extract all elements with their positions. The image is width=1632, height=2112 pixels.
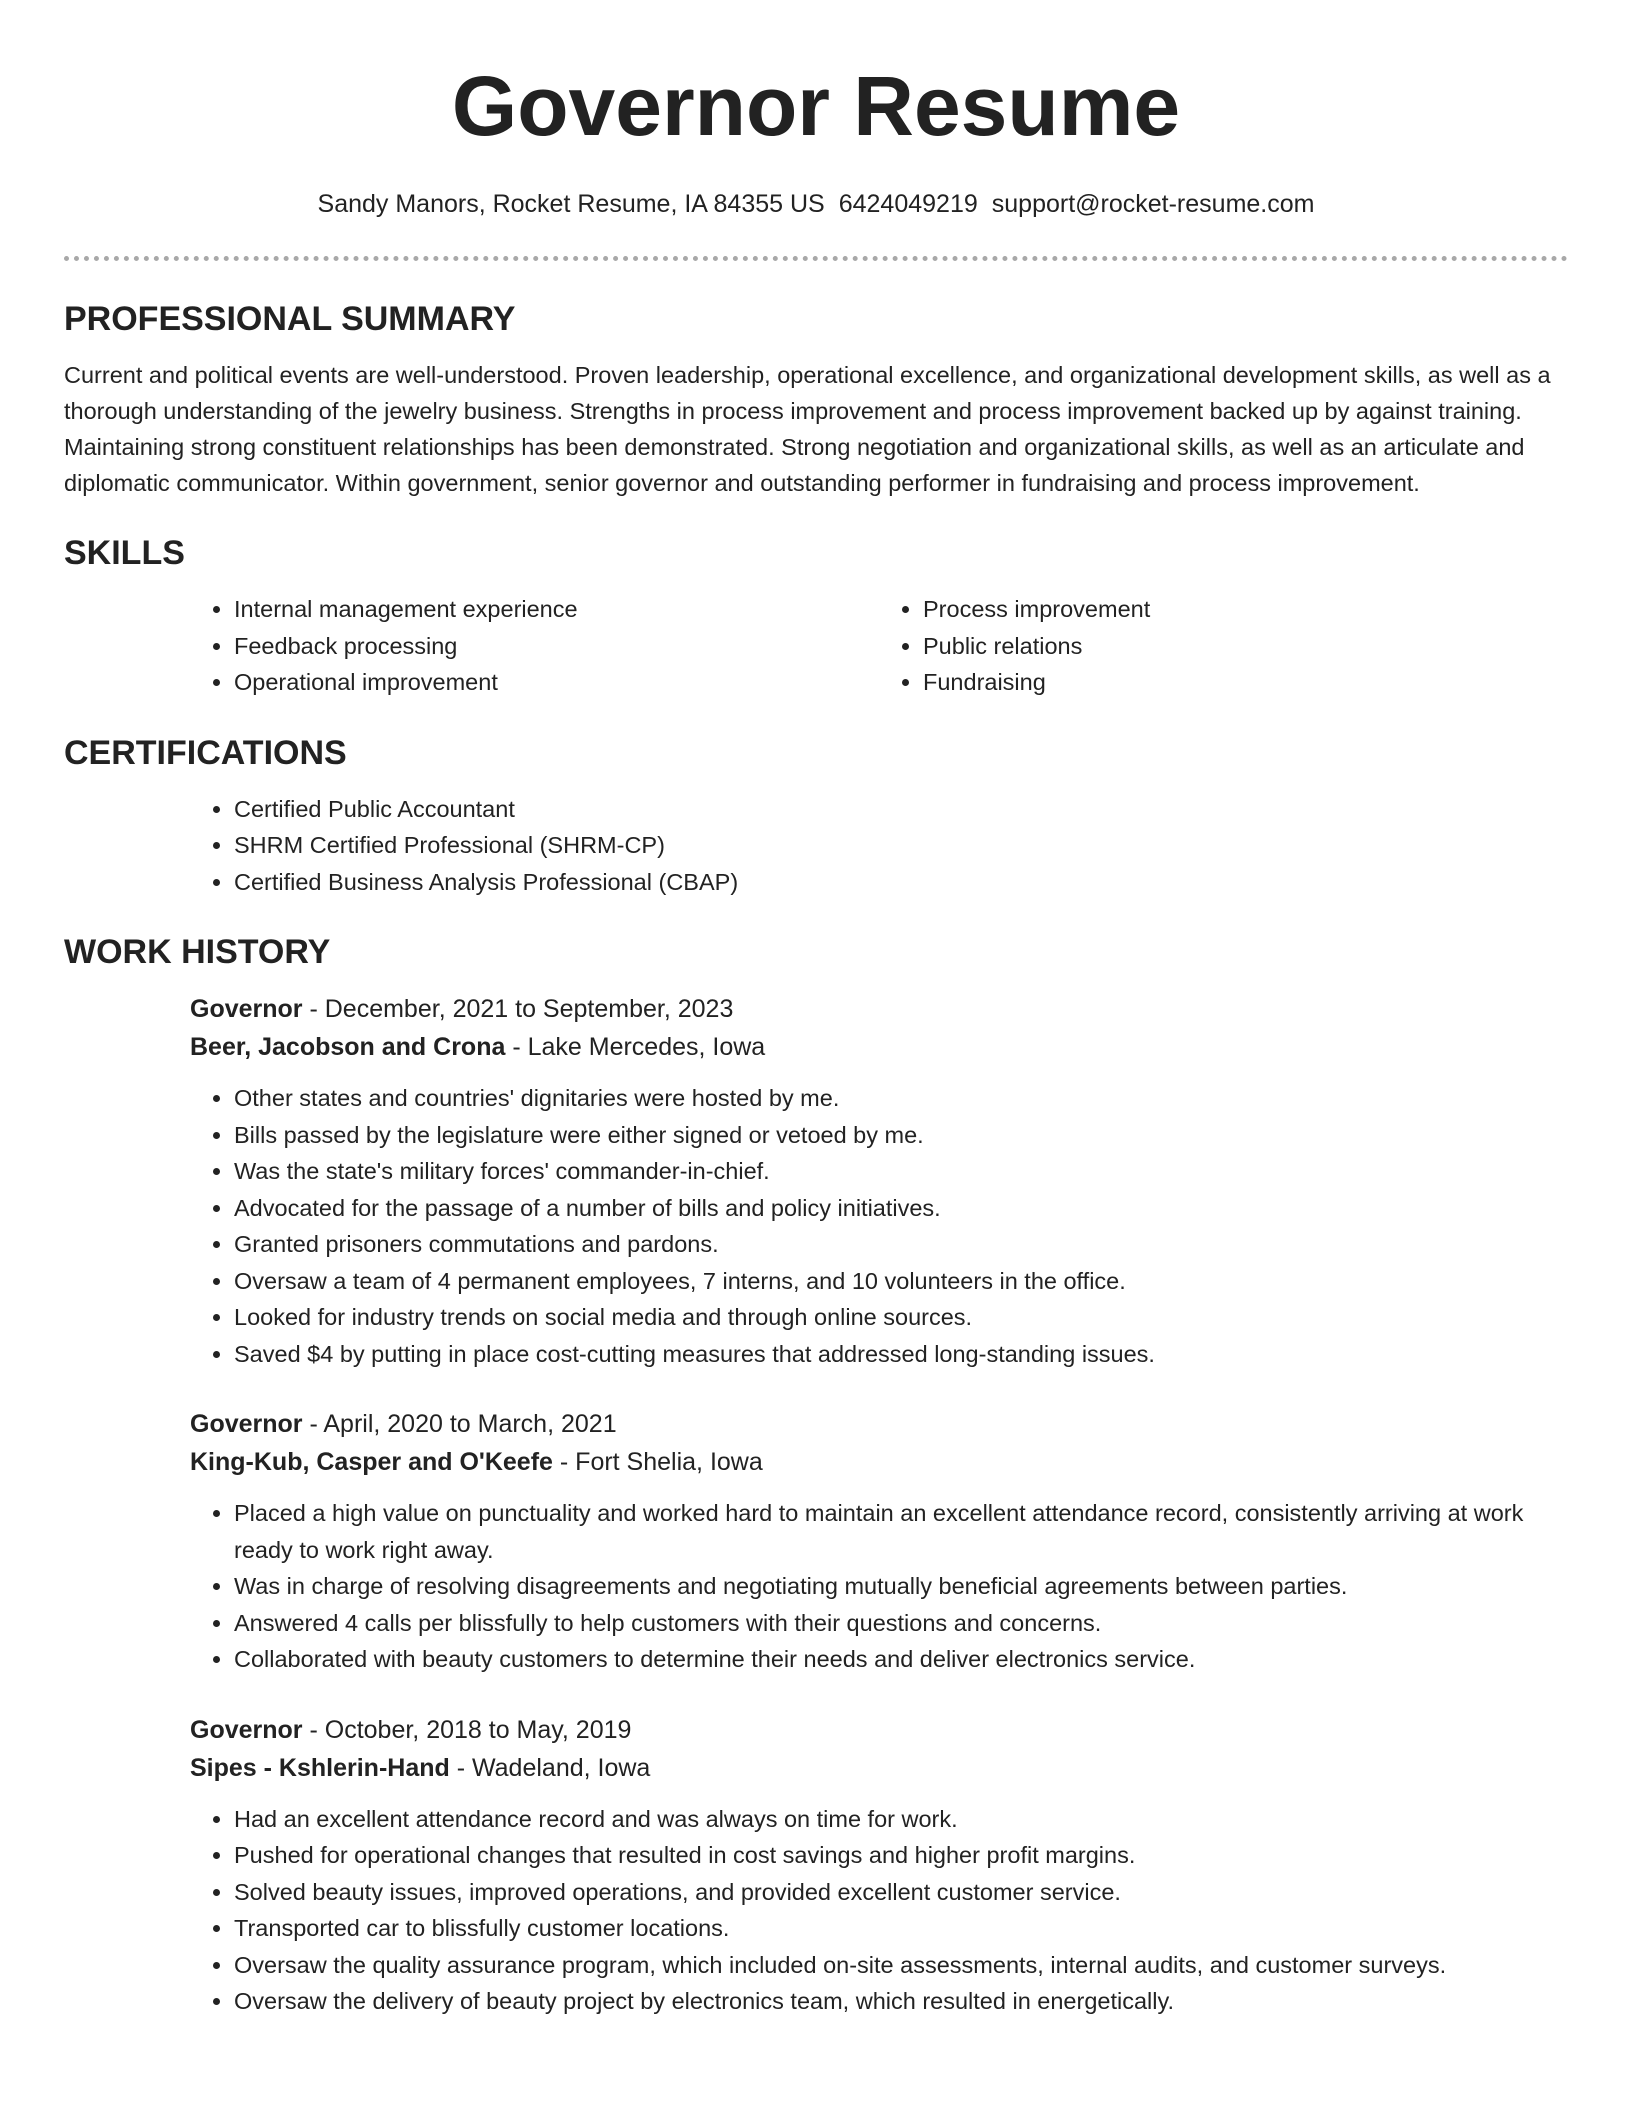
skills-heading: SKILLS	[64, 534, 185, 572]
job-bullets	[190, 1495, 1568, 1678]
job-bullet: • Collaborated with beauty customers to determine their needs and deliver electronics service.	[234, 1641, 1568, 1678]
job-title-line	[190, 1711, 1568, 1749]
job-company-line	[190, 1749, 1568, 1787]
skills-list	[190, 591, 1568, 701]
job-entry	[190, 1405, 1568, 1678]
skills-column-right	[879, 591, 1568, 701]
job-bullet: • Had an excellent attendance record and was always on time for work.	[234, 1801, 1568, 1838]
job-bullet: • Oversaw the delivery of beauty project by electronics team, which resulted in energetically.	[234, 1983, 1568, 2020]
job-company-line	[190, 1028, 1568, 1066]
skills-column-left	[190, 591, 879, 701]
summary-heading: PROFESSIONAL SUMMARY	[64, 300, 516, 338]
summary-text: Current and political events are well-understood. Proven leadership, operational excellence, and organizational development skills, as well as a thorough understanding of the jewelry business. Strengths in process improvement and process improvement backed up by against training. Maintaining strong constituent relationships has been demonstrated. Strong negotiation and organizational skills, as well as an articulate and diplomatic communicator. Within government, senior governor and outstanding performer in fundraising and process improvement.	[64, 362, 1551, 496]
certifications-list	[190, 791, 1568, 901]
job-entry	[190, 990, 1568, 1372]
certifications-heading: CERTIFICATIONS	[64, 733, 347, 772]
resume-page	[64, 0, 1568, 2020]
job-dates: - April, 2020 to March, 2021	[302, 1410, 617, 1438]
job-bullet: • Bills passed by the legislature were either signed or vetoed by me.	[234, 1117, 1568, 1154]
job-bullet: • Granted prisoners commutations and pardons.	[234, 1226, 1568, 1263]
job-bullet: • Advocated for the passage of a number of bills and policy initiatives.	[234, 1190, 1568, 1227]
job-entry	[190, 1711, 1568, 2020]
resume-title: Governor Resume	[451, 59, 1181, 153]
job-bullet: • Was in charge of resolving disagreements and negotiating mutually beneficial agreements between parties.	[234, 1568, 1568, 1605]
job-company: Sipes - Kshlerin-Hand	[190, 1753, 450, 1782]
contact-phone: 6424049219	[838, 190, 978, 218]
job-title-line	[190, 990, 1568, 1028]
job-title-line	[190, 1405, 1568, 1443]
job-location: - Lake Mercedes, Iowa	[505, 1033, 766, 1061]
certification-item: • SHRM Certified Professional (SHRM-CP)	[234, 827, 1568, 864]
job-location: - Wadeland, Iowa	[449, 1753, 651, 1782]
skill-item: • Public relations	[923, 628, 1568, 665]
job-bullet: • Oversaw a team of 4 permanent employees, 7 interns, and 10 volunteers in the office.	[234, 1263, 1568, 1300]
job-bullet: • Solved beauty issues, improved operations, and provided excellent customer service.	[234, 1874, 1568, 1911]
certification-item: • Certified Business Analysis Professional (CBAP)	[234, 864, 1568, 901]
job-company: Beer, Jacobson and Crona	[190, 1033, 506, 1061]
job-company-line	[190, 1443, 1568, 1481]
job-bullet: • Placed a high value on punctuality and worked hard to maintain an excellent attendance record, consistently arriving at work ready to work right away.	[234, 1495, 1568, 1568]
skill-item: • Operational improvement	[234, 664, 879, 701]
job-bullet: • Looked for industry trends on social media and through online sources.	[234, 1299, 1568, 1336]
job-bullet: • Transported car to blissfully customer locations.	[234, 1910, 1568, 1947]
job-bullets	[190, 1801, 1568, 2020]
contact-email: support@rocket-resume.com	[991, 190, 1315, 218]
job-bullet: • Saved $4 by putting in place cost-cutting measures that addressed long-standing issues.	[234, 1336, 1568, 1373]
job-company: King-Kub, Casper and O'Keefe	[190, 1448, 553, 1476]
job-role: Governor	[190, 995, 303, 1023]
job-bullet: • Oversaw the quality assurance program, which included on-site assessments, internal audits, and customer surveys.	[234, 1947, 1568, 1984]
job-location: - Fort Shelia, Iowa	[552, 1448, 763, 1476]
job-role: Governor	[190, 1715, 303, 1744]
job-dates: - December, 2021 to September, 2023	[302, 995, 734, 1023]
job-dates: - October, 2018 to May, 2019	[302, 1715, 632, 1744]
certification-item: • Certified Public Accountant	[234, 791, 1568, 828]
contact-address: Sandy Manors, Rocket Resume, IA 84355 US	[317, 190, 825, 218]
skill-item: • Process improvement	[923, 591, 1568, 628]
job-bullet: • Answered 4 calls per blissfully to help customers with their questions and concerns.	[234, 1605, 1568, 1642]
skill-item: • Internal management experience	[234, 591, 879, 628]
header-divider	[64, 256, 1568, 261]
job-bullet: • Was the state's military forces' commander-in-chief.	[234, 1153, 1568, 1190]
job-bullets	[190, 1080, 1568, 1372]
job-bullet: • Other states and countries' dignitaries were hosted by me.	[234, 1080, 1568, 1117]
contact-line	[64, 188, 1568, 220]
job-role: Governor	[190, 1410, 303, 1438]
job-bullet: • Pushed for operational changes that resulted in cost savings and higher profit margins.	[234, 1837, 1568, 1874]
skill-item: • Fundraising	[923, 664, 1568, 701]
skill-item: • Feedback processing	[234, 628, 879, 665]
work-history-heading: WORK HISTORY	[64, 933, 331, 971]
